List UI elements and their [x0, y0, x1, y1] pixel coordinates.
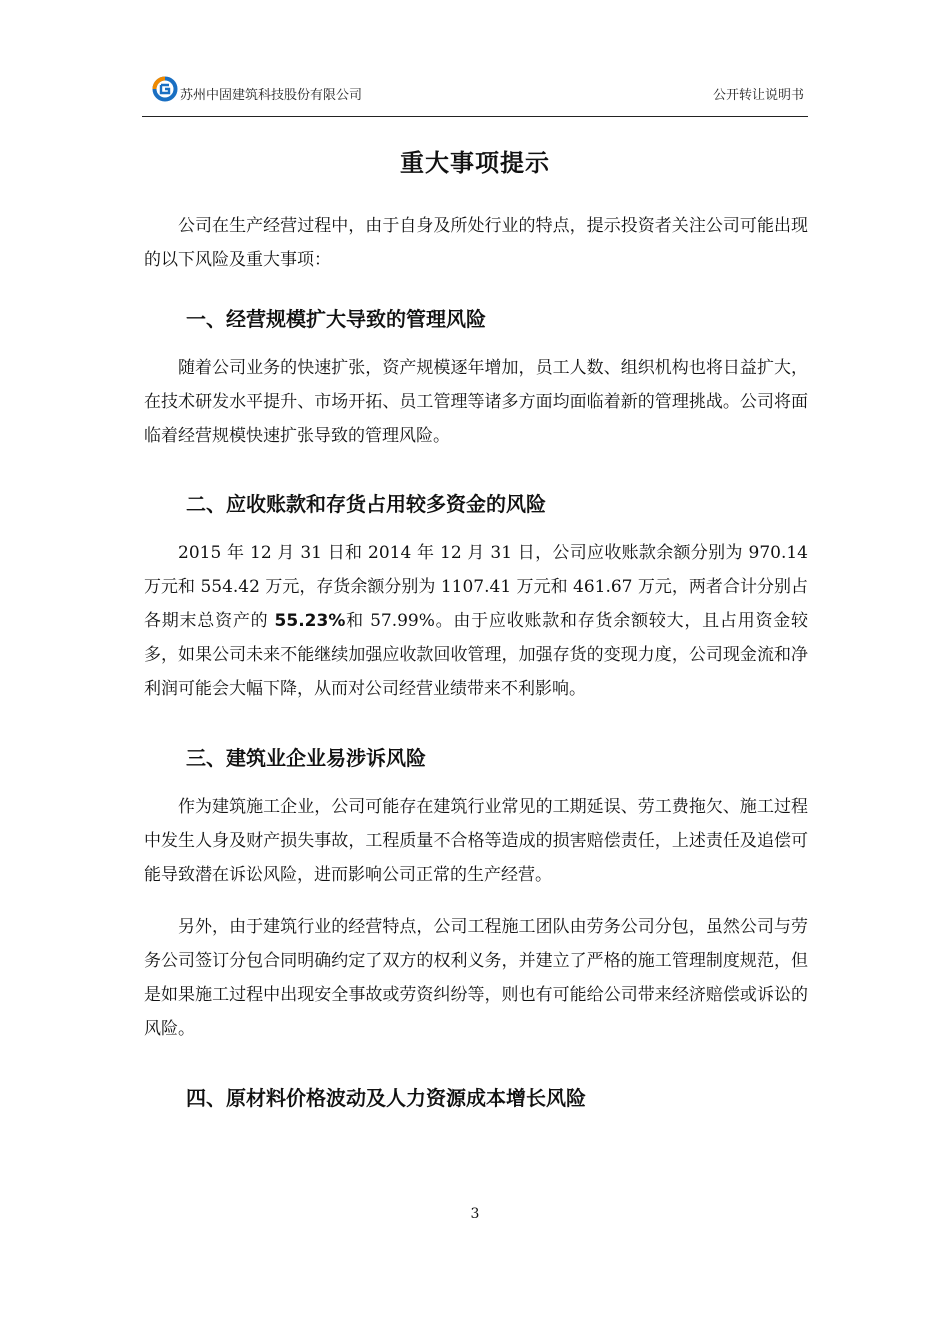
company-name: 苏州中固建筑科技股份有限公司: [180, 88, 363, 103]
company-logo-icon: [152, 76, 178, 102]
section-4-heading: 四、原材料价格波动及人力资源成本增长风险: [186, 1086, 586, 1110]
section-2-heading: 二、应收账款和存货占用较多资金的风险: [186, 492, 546, 516]
page-number: 3: [470, 1206, 480, 1222]
section-2-bold-value: 55.23%: [274, 611, 346, 631]
section-2-paragraph: [144, 536, 808, 706]
intro-paragraph: 公司在生产经营过程中，由于自身及所处行业的特点，提示投资者关注公司可能出现的以下风险及重大事项：: [144, 216, 808, 270]
section-3-heading: 三、建筑业企业易涉诉风险: [186, 746, 426, 770]
section-2-text-a: 2015 年 12 月 31 日和 2014 年 12 月 31 日，公司应收账款余额分别为 970.14 万元和 554.42 万元，存货余额分别为 1107.41 万元和 461.67 万元，两者合计分别占各期末总资产的: [144, 543, 808, 631]
page-title: 重大事项提示: [400, 149, 550, 177]
section-3-paragraph-1: 作为建筑施工企业，公司可能存在建筑行业常见的工期延误、劳工费拖欠、施工过程中发生人身及财产损失事故，工程质量不合格等造成的损害赔偿责任，上述责任及追偿可能导致潜在诉讼风险，进而影响公司正常的生产经营。: [144, 797, 808, 885]
document-type: 公开转让说明书: [712, 88, 804, 103]
section-1-heading: 一、经营规模扩大导致的管理风险: [186, 307, 486, 331]
page-header: [142, 74, 808, 117]
section-3-paragraph-2: 另外，由于建筑行业的经营特点，公司工程施工团队由劳务公司分包，虽然公司与劳务公司签订分包合同明确约定了双方的权利义务，并建立了严格的施工管理制度规范，但是如果施工过程中出现安全事故或劳资纠纷等，则也有可能给公司带来经济赔偿或诉讼的风险。: [144, 917, 808, 1039]
section-2-text-b: 和 57.99%。由于应收账款和存货余额较大，且占用资金较多，如果公司未来不能继续加强应收款回收管理，加强存货的变现力度，公司现金流和净利润可能会大幅下降，从而对公司经营业绩带来不利影响。: [144, 611, 808, 699]
section-1-paragraph: 随着公司业务的快速扩张，资产规模逐年增加，员工人数、组织机构也将日益扩大，在技术研发水平提升、市场开拓、员工管理等诸多方面均面临着新的管理挑战。公司将面临着经营规模快速扩张导致的管理风险。: [144, 358, 808, 446]
